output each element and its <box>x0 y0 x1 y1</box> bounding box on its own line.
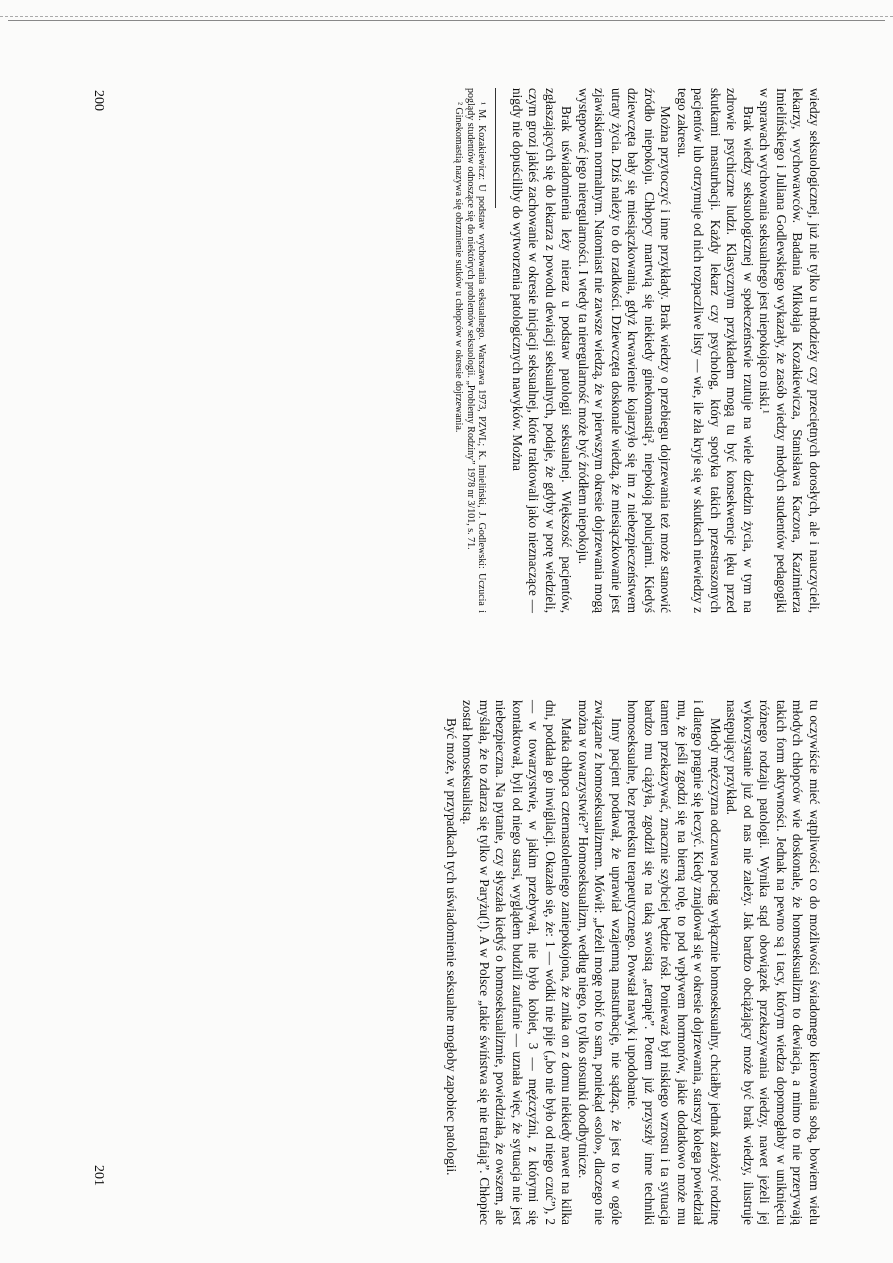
paragraph: Być może, w przypadkach tych uświadomienie seksualne mogłoby zapobiec patologii. <box>444 718 459 1176</box>
footnotes <box>453 88 488 613</box>
page-left <box>453 88 822 613</box>
paragraph: Można przytoczyć i inne przykłady. Brak wiedzy o przebiegu dojrzewania też może stanowić źródło niepokoju. Chłopcy martwią się niekiedy ginekomastią², niepokoją polucjami. Kiedyś dziewczęta bały się miesiączkowania, gdyż krwawienie kojarzyło się im z niebezpieczeństwem utraty życia. Dziś należy to do rzadkości. Dziewczęta doskonale wiedzą, że miesiączkowanie jest zjawiskiem normalnym. Natomiast nie zawsze wiedzą, że w pierwszym okresie dojrzewania mogą występować jego nieregularności. I wtedy ta nieregularność może być źródłem niepokoju. <box>576 88 674 613</box>
scan-edge-line <box>8 20 885 21</box>
page-number-right: 201 <box>91 1165 106 1186</box>
page-left-body <box>509 88 823 613</box>
paragraph: wiedzy seksuologicznej, już nie tylko u młodzieży czy przeciętnych dorosłych, ale i nauczycieli, lekarzy, wychowawców. Badania Mikołaja Kozakiewicza, Stanisława Kaczora, Kazimierza Imielińskiego i Juliana Godlewskiego wykazały, że zasób wiedzy młodych studentów pedagogiki w sprawach wychowania seksualnego jest niepokojąco niski.¹ <box>757 88 822 613</box>
paragraph: Brak wiedzy seksuologicznej w społeczeństwie rzutuje na wiele dziedzin życia, w tym na zdrowie psychiczne ludzi. Klasycznym przykładem mogą tu być konsekwencje lęku przed skutkami masturbacji. Każdy lekarz czy psycholog, który spotyka takich przestraszonych pacjentów lub otrzymuje od nich rozpaczliwe listy — wie, ile zła kryje się w skutkach niewiedzy z tego zakresu. <box>675 88 756 613</box>
paragraph: tu oczywiście mieć wątpliwości co do możliwości świadomego kierowania sobą, bowiem wielu młodych chłopców wie doskonale, że homoseksualizm to dewiacja, a mimo to nie przerywają takich form aktywności. Jednak na pewno są i tacy, którym wiedza dopomogłaby w uniknięciu różnego rodzaju patologii. Wynika stąd obowiązek przekazywania wiedzy, nawet jeżeli jej wykorzystanie już od nas nie zależy. Jak bardzo obciążający może być brak wiedzy, ilustruje następujący przykład. <box>724 700 822 1225</box>
paragraph: Młody mężczyzna odczuwa pociąg wyłącznie homoseksualny, chciałby jednak założyć rodzinę i dlatego pragnie się leczyć. Kiedy znajdował się w okresie dojrzewania, starszy kolega powiedział mu, że jeśli zgodzi się na bierną rolę, to pod wpływem hormonów, jakie dodatkowo może mu tamten przekazywać, znacznie szybciej będzie rósł. Ponieważ był niskiego wzrostu i ta sytuacja bardzo mu ciążyła, zgodził się na taką swoistą „terapię”. Potem już przyszły inne techniki homoseksualne, bez pretekstu terapeutycznego. Powstał nawyk i upodobanie. <box>625 700 723 1225</box>
paragraph: Matka chłopca czternastoletniego zaniepokojona, że znika on z domu niekiedy nawet na kilka dni, poddała go inwigilacji. Okazało się, że: 1 — wódki nie pije („bo nie było od niego czuć”), 2 — w towarzystwie, w jakim przebywał, nie było kobiet, 3 — mężczyźni, z którymi się kontaktował, byli od niego starsi, wyglądem budzili zaufanie — uznała więc, że sytuacja nie jest niebezpieczna. Na pytanie, czy słyszała kiedyś o homoseksualizmie, powiedziała, że owszem, ale myślała, że to zdarza się tylko w Paryżu(!). A w Polsce „takie świństwa się nie trafiają”. Chłopiec został homoseksualistą. <box>460 700 575 1225</box>
scan-edge-dots <box>0 16 893 17</box>
footnote: ¹ M. Kozakiewicz: U podstaw wychowania seksualnego. Warszawa 1973, PZWL; K. Imieliński, J. Godlewski: Uczucia i poglądy studentów odnoszące się do niektórych problemów seksuologii. „Problemy Rodziny” 1978 nr 3/101, s. 71. <box>464 88 488 613</box>
paragraph: Brak uświadomienia leży nieraz u podstaw patologii seksualnej. Większość pacjentów, zgłaszających się do lekarza z powodu dewiacji seksualnych, podaje, że gdyby w porę wiedzieli, czym grozi jakieś zachowanie w okresie inicjacji seksualnej, które traktowali jako nieznaczące — nigdy nie dopuściliby do wytworzenia patologicznych nawyków. Można <box>510 88 575 613</box>
footnote-rule <box>496 88 497 208</box>
paragraph: Inny pacjent podawał, że uprawiał wzajemną masturbację, nie sądząc, że jest to w ogóle związane z homoseksualizmem. Mówił: „Jeżeli mogę robić to sam, ponieka̜d «solo», dlaczego nie można w towarzystwie?” Homoseksualizm, według niego, to tylko stosunki doodbytnicze. <box>576 700 624 1225</box>
page-right <box>443 700 823 1225</box>
footnote: ² Ginekomastią nazywa się obrzmienie sutków u chłopców w okresie dojrzewania. <box>453 102 465 433</box>
page-number-left: 200 <box>91 90 106 111</box>
page-right-body <box>443 700 823 1225</box>
